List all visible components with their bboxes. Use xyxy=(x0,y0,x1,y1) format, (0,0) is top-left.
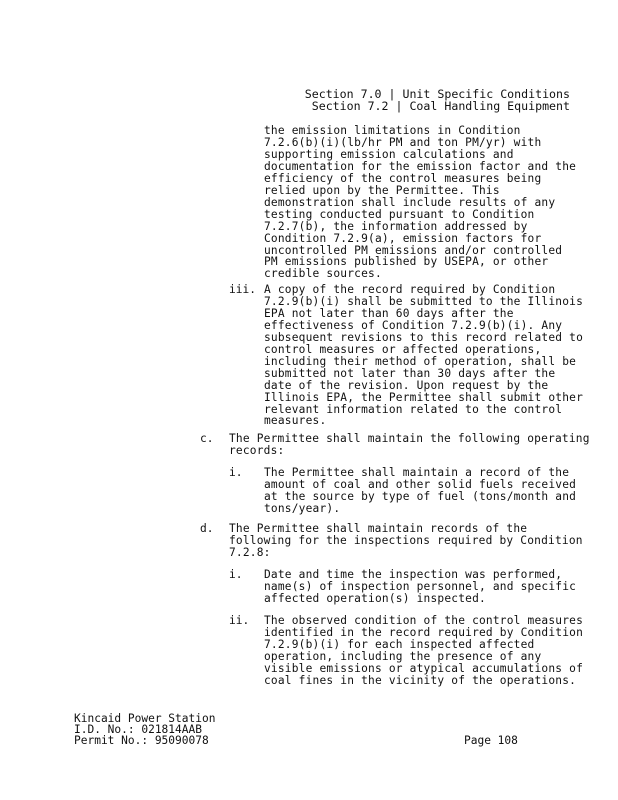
text-line: 7.2.9(b)(i) for each inspected affected xyxy=(264,637,535,651)
text-line: name(s) of inspection personnel, and specific xyxy=(264,579,577,593)
text-line: supporting emission calculations and xyxy=(264,147,514,161)
text-line: including their method of operation, shall be xyxy=(264,354,577,368)
text-line: at the source by type of fuel (tons/month and xyxy=(264,489,577,503)
item-d-label: d. xyxy=(200,522,214,535)
text-line: 7.2.8: xyxy=(229,545,271,559)
item-d-i-label: i. xyxy=(229,568,243,581)
text-line: control measures or affected operations, xyxy=(264,342,542,356)
text-line: EPA not later than 60 days after the xyxy=(264,306,514,320)
text-line: 7.2.6(b)(i)(lb/hr PM and ton PM/yr) with xyxy=(264,135,542,149)
text-line: effectiveness of Condition 7.2.9(b)(i). Any xyxy=(264,318,563,332)
footer-id-number: I.D. No.: 021814AAB xyxy=(74,723,202,736)
text-line: tons/year). xyxy=(264,501,341,515)
text-line: uncontrolled PM emissions and/or controlled xyxy=(264,243,563,257)
footer-station-name: Kincaid Power Station xyxy=(74,712,216,725)
text-line: The observed condition of the control measures xyxy=(264,614,584,627)
text-line: efficiency of the control measures being xyxy=(264,171,542,185)
text-line: amount of coal and other solid fuels received xyxy=(264,477,577,491)
text-line: demonstration shall include results of any xyxy=(264,195,556,209)
text-line: credible sources. xyxy=(264,267,382,281)
text-line: documentation for the emission factor and the xyxy=(264,159,577,173)
text-line: the emission limitations in Condition xyxy=(264,124,521,137)
text-line: A copy of the record required by Condition xyxy=(264,283,556,296)
text-line: submitted not later than 30 days after the xyxy=(264,366,556,380)
text-line: The Permittee shall maintain a record of the xyxy=(264,466,570,479)
text-line: operation, including the presence of any xyxy=(264,649,542,663)
footer-page-number: Page 108 xyxy=(464,734,518,747)
text-line: visible emissions or atypical accumulations of xyxy=(264,661,584,675)
text-line: Condition 7.2.9(a), emission factors for xyxy=(264,231,542,245)
item-iii-label: iii. xyxy=(229,283,256,296)
text-line: subsequent revisions to this record related to xyxy=(264,330,584,344)
text-line: Date and time the inspection was performed, xyxy=(264,568,563,581)
text-line: records: xyxy=(229,443,285,457)
text-line: relied upon by the Permittee. This xyxy=(264,183,500,197)
text-line: The Permittee shall maintain records of the xyxy=(229,522,528,535)
text-line: Illinois EPA, the Permittee shall submit other xyxy=(264,390,584,404)
footer-permit-number: Permit No.: 95090078 xyxy=(74,734,209,747)
text-line: affected operation(s) inspected. xyxy=(264,591,486,605)
text-line: The Permittee shall maintain the following operating xyxy=(229,432,590,445)
item-d-ii-label: ii. xyxy=(229,614,250,627)
text-line: 7.2.7(b), the information addressed by xyxy=(264,219,528,233)
item-c-i-label: i. xyxy=(229,466,243,479)
text-line: 7.2.9(b)(i) shall be submitted to the Illinois xyxy=(264,294,584,308)
text-line: testing conducted pursuant to Condition xyxy=(264,207,535,221)
text-line: measures. xyxy=(264,414,327,428)
text-line: date of the revision. Upon request by the xyxy=(264,378,549,392)
text-line: PM emissions published by USEPA, or other xyxy=(264,255,549,269)
section-header-line1: Section 7.0 | Unit Specific Conditions xyxy=(304,87,570,101)
text-line: coal fines in the vicinity of the operations. xyxy=(264,673,577,687)
text-line: following for the inspections required by Condition xyxy=(229,533,583,547)
item-c-label: c. xyxy=(200,432,214,445)
text-line: relevant information related to the control xyxy=(264,402,563,416)
section-header-line2: Section 7.2 | Coal Handling Equipment xyxy=(311,99,570,113)
text-line: identified in the record required by Condition xyxy=(264,625,584,639)
